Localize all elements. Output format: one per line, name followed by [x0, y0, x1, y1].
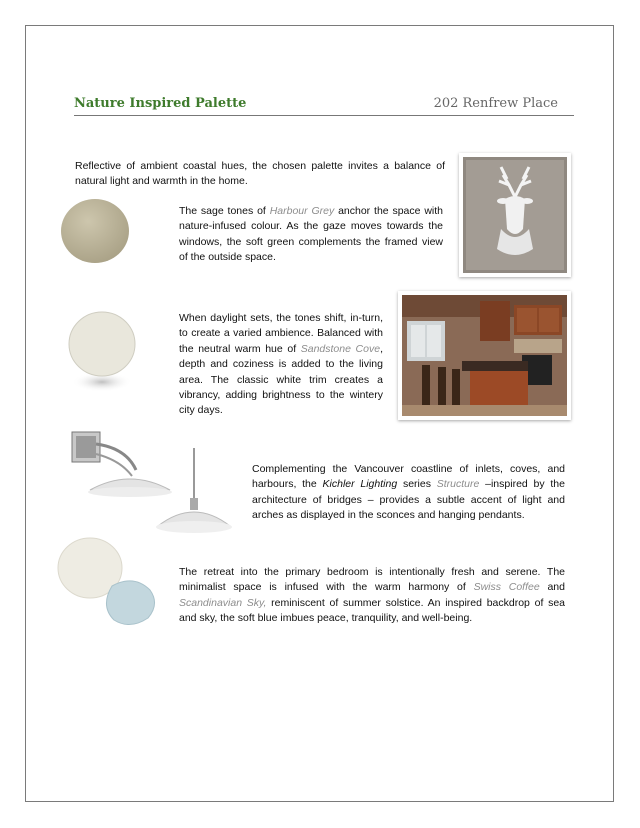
paragraph-lighting: Complementing the Vancouver coastline of inlets, coves, and harbours, the Kichler Lighting series Structure –inspired by the architecture of bridges – provides a subtle accent of light and arches as displayed in the sconces and hanging pendants. [252, 463, 565, 522]
swiss-coffee-label: Swiss Coffee [473, 581, 540, 594]
address-heading: 202 Renfrew Place [433, 96, 558, 111]
kitchen-interior-icon [402, 295, 567, 416]
deer-head-photo [459, 153, 571, 277]
sconce-icon [72, 432, 172, 497]
paragraph-harbour-grey: The sage tones of Harbour Grey anchor the space with nature-infused colour. As the gaze moves towards the windows, the soft green complements the framed view of the outside space. [179, 205, 444, 264]
structure-label: Structure [436, 478, 480, 491]
header-rule [74, 115, 574, 116]
scandinavian-sky-swatch [106, 581, 154, 625]
harbour-grey-swatch [58, 196, 132, 268]
palette-title: Nature Inspired Palette [74, 96, 247, 111]
kitchen-photo [398, 291, 571, 420]
sandstone-cove-swatch [66, 306, 138, 398]
sandstone-cove-label: Sandstone Cove [300, 342, 381, 355]
bedroom-swatches [54, 534, 166, 632]
kichler-lighting-label: Kichler Lighting [322, 478, 398, 491]
scandinavian-sky-label: Scandinavian Sky, [179, 596, 267, 609]
harbour-grey-label: Harbour Grey [269, 205, 335, 217]
lights-image [66, 428, 236, 538]
paragraph-sandstone-cove: When daylight sets, the tones shift, in-turn, to create a varied ambience. Balanced with the neutral warm hue of Sandstone Cove, depth and coziness is added to the living area. The classic white trim creates a vibrancy, adding brightness to the wintery city days. [179, 312, 383, 417]
deer-head-icon [463, 157, 567, 273]
paragraph-bedroom: The retreat into the primary bedroom is intentionally fresh and serene. The minimalist space is infused with the warm harmony of Swiss Coffee and Scandinavian Sky, reminiscent of summer solstice. An inspired backdrop of sea and sky, the soft blue imbues peace, tranquility, and well-being. [179, 566, 565, 625]
intro-paragraph: Reflective of ambient coastal hues, the chosen palette invites a balance of natural light and warmth in the home. [75, 160, 445, 188]
